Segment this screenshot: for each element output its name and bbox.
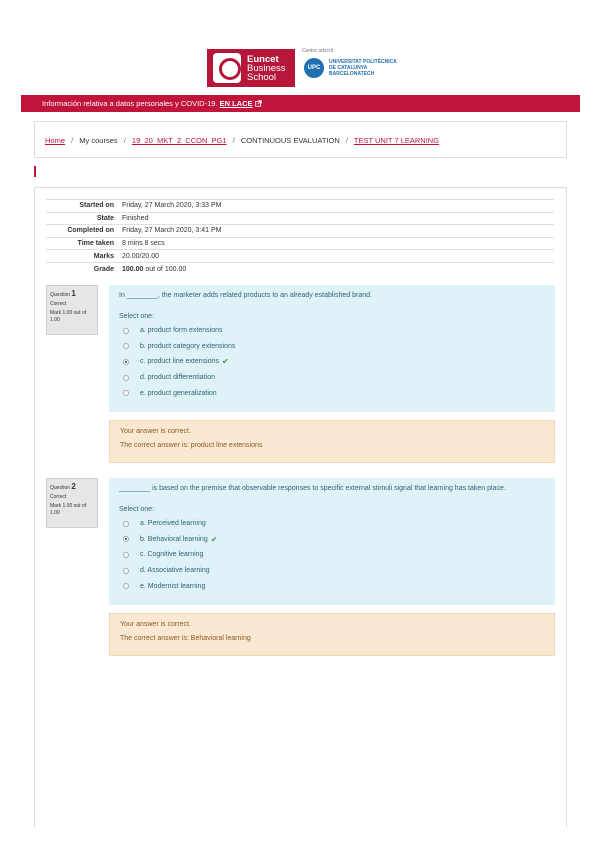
euncet-logo[interactable] [207,49,295,87]
breadcrumb-separator: / [71,136,74,145]
question-1-box [109,285,555,412]
breadcrumb-mycourses[interactable]: My courses [79,136,118,145]
radio-button-selected[interactable] [123,536,129,542]
answer-option[interactable]: a. product form extensions [119,323,545,339]
euncet-logo-mark [213,53,241,83]
external-link-icon [255,100,262,107]
breadcrumb-quiz[interactable]: TEST UNIT 7 LEARNING [353,136,440,145]
section-marker [34,166,36,177]
question-status: Correct [50,301,67,307]
table-row: Time taken 8 mins 8 secs [46,237,554,250]
answer-option[interactable]: e. Modernist learning [119,578,545,594]
table-row: Completed on Friday, 27 March 2020, 3:41 PM [46,225,554,238]
breadcrumb-separator: / [345,136,348,145]
check-icon: ✔ [210,534,218,544]
radio-button[interactable] [123,390,129,396]
answer-option[interactable]: e. product generalization [119,385,545,401]
radio-button[interactable] [123,552,129,558]
affiliation-caption: Centre adscrit [302,48,334,54]
answer-option[interactable]: b. Behavioral learning ✔ [119,532,545,548]
answer-option[interactable]: d. product differentiation [119,370,545,386]
select-one-label: Select one: [119,506,155,513]
answer-option[interactable]: b. product category extensions [119,339,545,355]
question-text: In ________, the marketer adds related products to an already established brand. [119,292,372,299]
breadcrumb-course[interactable]: 19_20_MKT_2_CCON_PG1 [131,136,227,145]
table-row: State Finished [46,212,554,225]
breadcrumb [34,121,567,158]
radio-button[interactable] [123,583,129,589]
quiz-review-panel [34,187,567,827]
breadcrumb-home[interactable]: Home [45,136,66,145]
radio-button[interactable] [123,568,129,574]
table-row: Grade 100.00 out of 100.00 [46,262,554,275]
radio-button[interactable] [123,375,129,381]
attempt-summary-table [46,199,554,275]
question-1-info: Question 1 Correct Mark 1.00 out of 1.00 [46,285,98,335]
notice-bar [21,95,580,112]
answer-option[interactable]: a. Perceived learning [119,516,545,532]
question-mark: Mark 1.00 out of 1.00 [50,503,87,516]
question-2-info: Question 2 Correct Mark 1.00 out of 1.00 [46,478,98,528]
radio-button[interactable] [123,521,129,527]
breadcrumb-separator: / [123,136,126,145]
check-icon: ✔ [222,357,229,367]
radio-button-selected[interactable] [123,359,129,365]
table-row: Started on Friday, 27 March 2020, 3:33 PM [46,200,554,213]
question-2-feedback: Your answer is correct. The correct answer is: Behavioral learning [109,613,555,656]
question-2-box [109,478,555,605]
euncet-logo-text: Euncet Business School [247,53,286,83]
radio-button[interactable] [123,328,129,334]
answer-option[interactable]: c. Cognitive learning [119,547,545,563]
breadcrumb-separator: / [232,136,235,145]
breadcrumb-section[interactable]: CONTINUOUS EVALUATION [240,136,340,145]
radio-button[interactable] [123,343,129,349]
upc-logo: UPC [304,58,324,78]
table-row: Marks 20.00/20.00 [46,250,554,263]
notice-link[interactable]: EN LACE [219,99,253,108]
answer-option[interactable]: c. product line extensions ✔ [119,354,545,370]
question-status: Correct [50,494,67,500]
question-mark: Mark 1.00 out of 1.00 [50,310,87,323]
answer-option[interactable]: d. Associative learning [119,563,545,579]
select-one-label: Select one: [119,313,155,320]
notice-text: Información relativa a datos personales y COVID-19. [42,99,218,108]
upc-name: UNIVERSITAT POLITÈCNICA DE CATALUNYA BARCELONATECH [329,59,397,77]
question-text: ________ is based on the premise that observable responses to specific external stimuli signal that learning has taken place. [119,485,506,492]
question-1-feedback: Your answer is correct. The correct answer is: product line extensions [109,420,555,463]
